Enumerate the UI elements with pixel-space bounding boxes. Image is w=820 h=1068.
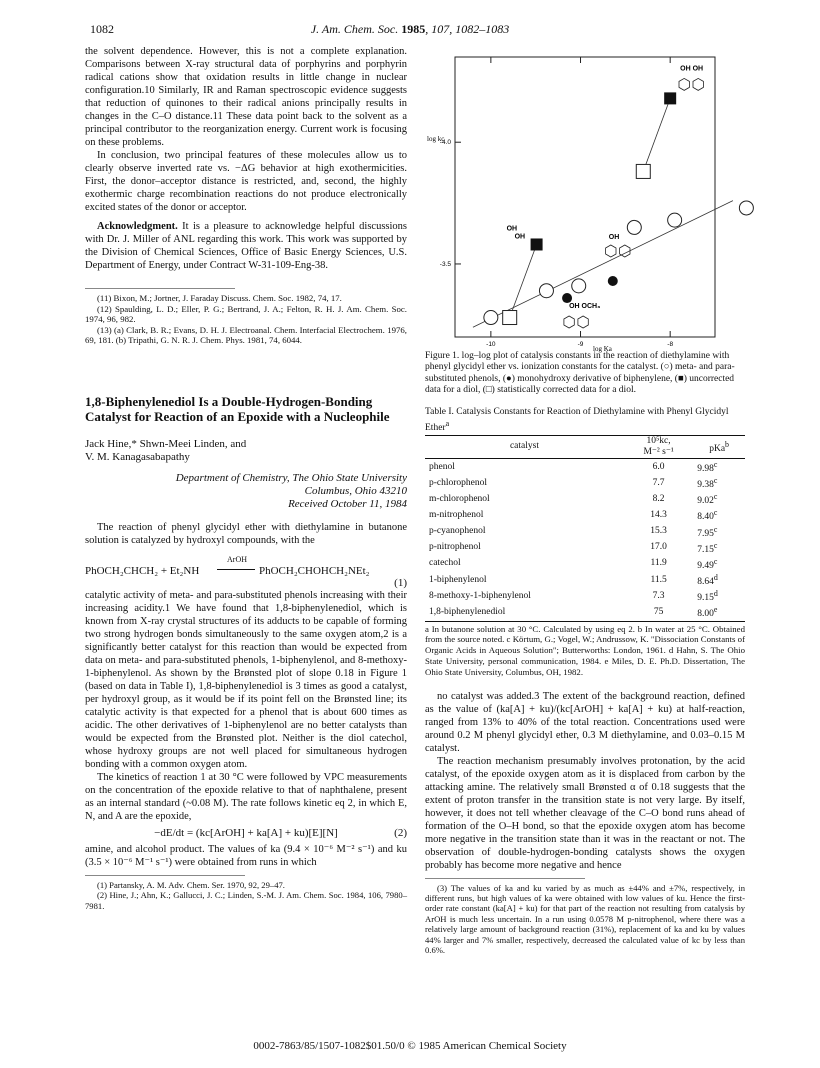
author-line: V. M. Kanagasabapathy — [85, 450, 190, 463]
ring — [578, 316, 588, 328]
cell-pka: 7.15$^c$ — [697, 540, 718, 555]
affiliation-line: Department of Chemistry, The Ohio State University — [175, 471, 407, 484]
acknowledgment — [85, 220, 407, 272]
methoxybiphenylenol-structure — [564, 316, 588, 328]
cell-kc: 15.3 — [650, 526, 667, 537]
author-line: Jack Hine,* Shwn-Meei Linden, and — [85, 437, 247, 450]
x-tick-label: -8 — [667, 341, 674, 348]
cell-kc: 7.7 — [652, 477, 665, 488]
reaction-arrow — [217, 569, 255, 570]
cell-kc: 14.3 — [650, 510, 667, 521]
table-title-sup: a — [445, 419, 450, 429]
footnote: (3) The values of ka and ku varied by as much as ±44% and ±7%, respectively, in different runs, but high values of ka were obtained with low values of ku. Hence the first-order rate constant (ka[A] + ku) for that part of the reaction not resulting from catalysis by ArOH is much less uncertain. In a run using 0.0578 M p-nitrophenol, where there was a relatively large amount of background reaction (31%), replacement of ka and ku by values 44% larger and 7% smaller, respectively, decreased the calculated value of kc by less than 0.6%. — [425, 882, 745, 955]
cell-kc: 6.0 — [652, 461, 665, 472]
cell-kc: 11.9 — [650, 558, 667, 569]
paragraph: In conclusion, two principal features of these molecules allow us to clearly observe inverted rate vs. −ΔG behavior at high exothermicities. First, the donor–acceptor distance is restricted, and, second, the highly exothermic charge recombination reactions do not produce electronically excited states of the donor or acceptor. — [85, 150, 407, 213]
structure-label: OH OH — [680, 65, 704, 73]
left-column — [85, 45, 407, 911]
x-tick-label: -10 — [486, 341, 496, 348]
y-tick-label: -4.0 — [439, 139, 451, 147]
products: PhOCH₂CHOHCH₂NEt₂ — [259, 564, 370, 577]
paragraph: The reaction of phenyl glycidyl ether with diethylamine in butanone solution is catalyzed by hydroxyl compounds, with the — [85, 521, 407, 546]
col-pka-text: pKa — [709, 444, 726, 455]
y-axis-label: log kc — [427, 135, 445, 143]
table-row — [425, 524, 745, 540]
journal-pages: 1082–1083 — [455, 22, 510, 36]
cell-kc: 17.0 — [650, 542, 667, 553]
structure-label: OH — [514, 233, 526, 241]
biphenylenol-point — [608, 276, 618, 286]
article-title: 1,8-Biphenylenediol Is a Double-Hydrogen-Bonding Catalyst for Reaction of an Epoxide with a Nucleophile — [85, 393, 390, 424]
cell-kc: 8.2 — [652, 493, 665, 504]
paragraph: The kinetics of reaction 1 at 30 °C were followed by VPC measurements on the concentration of the epoxide relative to that of naphthalene, present as an internal standard (~0.08 M). The rate follows kinetic eq 2, in which E, N, and A are the epoxide, — [85, 771, 407, 822]
y-tick-label: -3.5 — [439, 260, 451, 268]
cell-kc: 7.3 — [652, 590, 665, 601]
equation-body: −dE/dt = (kc[ArOH] + ka[A] + ku)[E][N] — [154, 826, 338, 839]
figure-caption: Figure 1. log–log plot of catalysis constants in the reaction of diethylamine with phenyl glycidyl ether vs. ionization constants for the catalyst. (○) meta- and para-substituted phenols, (●) monohydroxy derivative of biphenylene, (■) uncorrected data for a diol, (□) statistically corrected data for a diol. — [425, 351, 735, 396]
col-catalyst: catalyst — [509, 441, 539, 452]
structure-label: OH — [608, 234, 620, 241]
journal-volume: 107 — [431, 22, 450, 36]
table-row — [425, 491, 745, 507]
cell-pka: 7.95$^c$ — [697, 524, 718, 539]
footnote-rule — [425, 878, 585, 879]
bronsted-line — [473, 201, 733, 328]
ring — [679, 78, 689, 90]
col-pka-sup: b — [725, 439, 729, 449]
ack-heading: Acknowledgment. — [97, 221, 178, 232]
cell-pka: 8.00e — [697, 605, 718, 620]
ring — [606, 245, 616, 257]
biphenylenediol-structure — [679, 78, 703, 90]
right-column — [425, 45, 745, 955]
authors — [85, 438, 407, 464]
affiliation — [85, 472, 407, 511]
reference-item: (12) Spaulding, L. D.; Eller, P. G.; Bertrand, J. A.; Felton, R. H. J. Am. Chem. Soc. 1974, 96, 982. — [85, 303, 407, 325]
running-header: J. Am. Chem. Soc. 1985, 107, 1082–1083 — [310, 22, 510, 36]
cell-kc: 11.5 — [650, 574, 667, 585]
catechol-connector — [510, 244, 537, 317]
cell-catalyst: m-nitrophenol — [429, 510, 484, 521]
biphenylenol-point — [562, 293, 572, 303]
diol-corrected-point — [636, 164, 650, 178]
ring — [564, 316, 574, 328]
paragraph: no catalyst was added.3 The extent of the background reaction, defined as the value of (ka[A] + ku)/(kc[ArOH] + ka[A] + ku) at half-reaction, ranged from 13% to 40% of the total reaction. Concentrations used were around 0.2 M phenyl glycidyl ether, 0.3 M diethylamine, and 0.03–0.15 M catalyst. — [425, 690, 745, 754]
figure-1 — [425, 45, 745, 396]
cell-catalyst: 1,8-biphenylenediol — [429, 606, 506, 617]
paragraph: the solvent dependence. However, this is not a complete explanation. Comparisons between X-ray structural data of porphyrins and porphyrin radical cations show that oxidation results in little change in nuclear configuration.10 Similarly, IR and Raman spectroscopic evidence suggests that reduction of quinones to their radical anions principally results in changes in the C–O distance.11 These data point back to the solvent as a principal contributor to the reorganization energy. Current work is focusing on these problems. — [85, 46, 407, 148]
equation-number: (2) — [394, 826, 407, 839]
col-kc-line1: 10⁵kc, — [646, 435, 671, 446]
cell-kc: 75 — [653, 606, 664, 617]
received-date: Received October 11, 1984 — [288, 497, 407, 510]
cell-catalyst: 8-methoxy-1-biphenylenol — [429, 590, 531, 601]
reference-item: (13) (a) Clark, B. R.; Evans, D. H. J. Electroanal. Chem. Interfacial Electrochem. 1976, 69, 181. (b) Tripathi, G. N. R. J. Chem. Phys. 1981, 74, 6044. — [85, 324, 407, 346]
cell-pka: 9.98$^c$ — [697, 459, 718, 475]
table-row — [425, 458, 745, 475]
cell-sup: c — [713, 540, 718, 550]
cell-pka: 9.38$^c$ — [697, 476, 718, 491]
catalysis-table — [425, 435, 745, 622]
phenol-point — [572, 279, 586, 293]
phenol-point — [539, 284, 553, 298]
phenol-point — [627, 220, 641, 234]
reaction-scheme — [85, 553, 407, 589]
phenol-point — [484, 311, 498, 325]
x-tick-label: -9 — [577, 341, 584, 348]
equation-number: (1) — [394, 576, 407, 589]
table-row — [425, 604, 745, 621]
cell-pka: 9.02$^c$ — [697, 492, 718, 507]
cell-pka: 9.49$^c$ — [697, 556, 718, 572]
paragraph: amine, and alcohol product. The values of ka (9.4 × 10⁻⁶ M⁻² s⁻¹) and ku (3.5 × 10⁻⁶ M⁻¹ s⁻¹) were obtained from runs in which — [85, 843, 407, 868]
brønsted-plot — [425, 45, 745, 353]
diol-uncorrected-point — [531, 238, 543, 250]
cell-catalyst: catechol — [429, 558, 461, 569]
diol-uncorrected-point — [664, 92, 676, 104]
phenol-point — [739, 201, 753, 215]
footnote-rule — [85, 875, 245, 876]
diol-corrected-point — [503, 311, 517, 325]
cell-catalyst: p-cyanophenol — [429, 526, 486, 537]
affiliation-line: Columbus, Ohio 43210 — [304, 484, 407, 497]
col-kc-line2: M⁻² s⁻¹ — [643, 446, 674, 457]
cell-pka: 8.40$^c$ — [697, 508, 718, 523]
journal-name: J. Am. Chem. Soc. — [310, 22, 399, 36]
table-row — [425, 556, 745, 572]
diol-connector — [643, 98, 670, 171]
reactants: PhOCH₂CHCH₂ + Et₂NH — [85, 564, 200, 577]
biphenylenol-structure — [606, 245, 630, 257]
table-row — [425, 507, 745, 523]
col-pka — [693, 435, 745, 458]
table-row — [425, 540, 745, 556]
cell-sup: d — [713, 573, 718, 583]
cell-catalyst: p-chlorophenol — [429, 477, 488, 488]
cell-pka: 9.15$^d$ — [697, 589, 718, 604]
cell-sup: c — [713, 556, 718, 566]
footnote: (1) Partansky, A. M. Adv. Chem. Ser. 1970, 92, 29–47. — [97, 879, 285, 890]
paragraph: The reaction mechanism presumably involves protonation, by the acid catalyst, of the epoxide oxygen atom as it is displaced from carbon by the attacking amine. The relatively small Brønsted α of 0.18 suggests that the extent of proton transfer in the transition state is not very large. By itself, however, it does not tell whether cleavage of the C–O bond runs ahead of formation of the O–H bond, so that the epoxide oxygen atom has become more negative in the transition state than it was in the reactant or not. The observation of double-hydrogen-bonding catalysts shows the oxygen probably has become more negative and hence — [425, 755, 745, 871]
cell-sup: e — [713, 605, 718, 615]
catalyst-label: ArOH — [227, 554, 247, 564]
cell-catalyst: m-chlorophenol — [429, 493, 490, 504]
cell-sup: c — [713, 508, 718, 518]
journal-year: 1985 — [401, 22, 426, 36]
cell-sup: d — [713, 589, 718, 599]
cell-pka: 8.64$^d$ — [697, 573, 718, 588]
table-row — [425, 588, 745, 604]
ring — [620, 245, 630, 257]
x-axis-label: log Ka — [593, 345, 612, 353]
page-footer: 0002-7863/85/1507-1082$01.50/0 © 1985 American Chemical Society — [253, 1040, 567, 1052]
table-row — [425, 572, 745, 588]
table-footnote: a In butanone solution at 30 °C. Calculated by using eq 2. b In water at 25 °C. Obtained from the source noted. c Körtum, G.; Vogel, W.; Andrussow, K. "Dissociation Constants of Organic Acids in Aqueous Solution"; Butterworths: London, 1961. d Hahn, S. The Ohio State University, personal communication, 1984. e Miles, D. E. Ph.D. Dissertation, The Ohio State University, Columbus, OH, 1982. — [425, 623, 745, 677]
table-title — [425, 407, 745, 435]
structure-label: OH OCH₃ — [569, 303, 601, 311]
page-number: 1082 — [90, 22, 114, 36]
structure-label: OH — [506, 225, 518, 233]
cell-sup: c — [713, 524, 718, 534]
table-title-text: Table I. Catalysis Constants for Reaction of Diethylamine with Phenyl Glycidyl Ether — [425, 407, 729, 434]
ring — [693, 78, 703, 90]
references — [85, 288, 407, 346]
paragraph: catalytic activity of meta- and para-substituted phenols increasing with their increasing acidity.1 We have found that 1,8-biphenylenediol, which is known from X-ray crystal structures of its adducts to be capable of forming two strong hydrogen bonds simultaneously to the same oxygen atom,2 is a significantly better catalyst for this reaction than would be expected from data on meta- and para-substituted phenols, 1-biphenylenol, and 8-methoxy-1-biphenylenol. As shown by the Brønsted plot of slope 0.18 in Figure 1 (based on data in Table I), 1,8-biphenylenediol is 3 times as good a catalyst, per hydroxyl group, as it would be if its point fell on the Brønsted line; its catalytic activity is that expected for a phenol that is about 600 times as acidic. The other derivatives of 1-biphenylenol are no better catalysts than would be expected from the Brønsted plot. Neither is the diol catechol, whose hydroxy groups are not well placed for simultaneous hydrogen bonding with a common oxygen atom. — [85, 589, 407, 770]
cell-catalyst: p-nitrophenol — [429, 542, 481, 553]
cell-catalyst: phenol — [429, 461, 455, 472]
cell-sup: c — [713, 492, 718, 502]
cell-catalyst: 1-biphenylenol — [429, 574, 487, 585]
table-row — [425, 475, 745, 491]
phenol-point — [668, 213, 682, 227]
footnote: (2) Hine, J.; Ahn, K.; Gallucci, J. C.; Linden, S.-M. J. Am. Chem. Soc. 1984, 106, 7980–7981. — [85, 890, 407, 911]
cell-sup: c — [713, 459, 718, 469]
reference-item: (11) Bixon, M.; Jortner, J. Faraday Discuss. Chem. Soc. 1982, 74, 17. — [97, 293, 342, 303]
ack-text: It is a pleasure to acknowledge helpful discussions with Dr. J. Miller of ANL regarding this work. This work was supported by the Division of Chemical Sciences, Office of Basic Energy Sciences, U.S. Department of Energy, under Contract W-31-109-Eng-38. — [85, 221, 407, 271]
equation — [85, 827, 407, 839]
cell-sup: c — [713, 476, 718, 486]
